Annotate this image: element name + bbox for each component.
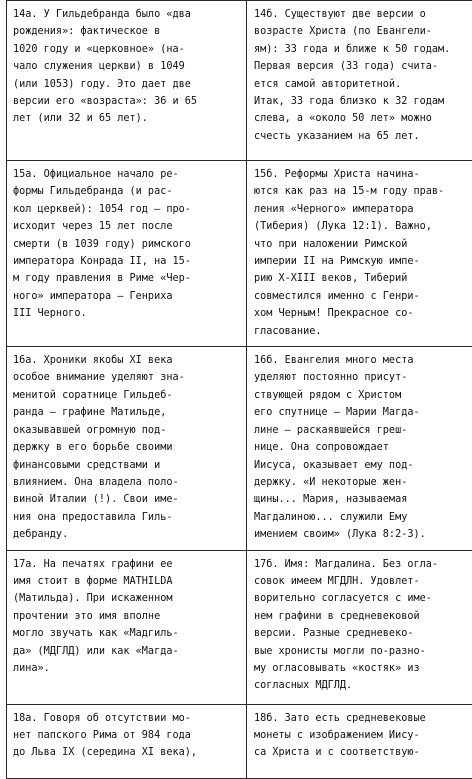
text-line: возрасте Христа (по Евангели-	[254, 23, 472, 40]
text-line: счесть указанием на 65 лет.	[254, 128, 472, 145]
table-row	[7, 1, 472, 161]
table-row	[7, 161, 472, 347]
text-line: 14б. Существуют две версии о	[254, 6, 472, 23]
text-line: 18а. Говоря об отсутствии мо-	[13, 710, 242, 727]
text-line: 16б. Евангелия много места	[254, 352, 472, 369]
text-line: лине – раскаявшейся греш-	[254, 422, 472, 439]
text-line: его спутнице – Марии Магда-	[254, 404, 472, 421]
text-line: менитой соратнице Гильдеб-	[13, 387, 242, 404]
text-line: 14а. У Гильдебранда было «два	[13, 6, 242, 23]
text-line: му огласовывать «костяк» из	[254, 660, 472, 677]
left-column-cell	[7, 550, 247, 704]
text-line: прочтении это имя вполне	[13, 608, 242, 625]
text-line: 17б. Имя: Магдалина. Без огла-	[254, 556, 472, 573]
text-line: что при наложении Римской	[254, 236, 472, 253]
text-line: 15б. Реформы Христа начина-	[254, 166, 472, 183]
right-column-cell	[247, 347, 472, 550]
text-line: ется самой авторитетной.	[254, 76, 472, 93]
text-line: виной Италии (!). Свои име-	[13, 491, 242, 508]
table-row	[7, 550, 472, 704]
text-line: 18б. Зато есть средневековые	[254, 710, 472, 727]
left-column-cell	[7, 1, 247, 161]
text-line: (Тиберия) (Лука 12:1). Важно,	[254, 218, 472, 235]
text-line: нице. Она сопровождает	[254, 439, 472, 456]
text-line: оказывавшей огромную под-	[13, 422, 242, 439]
text-line: ворительно согласуется с име-	[254, 590, 472, 607]
text-line: версии. Разные средневеко-	[254, 625, 472, 642]
text-line: (Матильда). При искаженном	[13, 590, 242, 607]
text-line: нет папского Рима от 984 года	[13, 727, 242, 744]
text-line: могло звучать как «Мадгиль-	[13, 625, 242, 642]
text-line: ного» императора – Генриха	[13, 288, 242, 305]
text-line: финансовыми средствами и	[13, 457, 242, 474]
text-line: Иисуса, оказывает ему под-	[254, 457, 472, 474]
text-line: совместился именно с Генри-	[254, 288, 472, 305]
text-line: уделяют постоянно присут-	[254, 369, 472, 386]
text-line: совок имеем МГДЛН. Удовлет-	[254, 573, 472, 590]
text-line: ления «Черного» императора	[254, 201, 472, 218]
text-line: кол церквей): 1054 год – про-	[13, 201, 242, 218]
text-line: держку. «И некоторые жен-	[254, 474, 472, 491]
text-line: слева, а «около 50 лет» можно	[254, 110, 472, 127]
text-line: гласование.	[254, 323, 472, 340]
text-line: нем графини в средневековой	[254, 608, 472, 625]
text-line: особое внимание уделяют зна-	[13, 369, 242, 386]
text-line: ям): 33 года и ближе к 50 годам.	[254, 41, 472, 58]
text-line: лет (или 32 и 65 лет).	[13, 110, 242, 127]
text-line: Итак, 33 года близко к 32 годам	[254, 93, 472, 110]
text-line: императора Конрада II, на 15-	[13, 253, 242, 270]
text-line: имя стоит в форме MATHILDA	[13, 573, 242, 590]
text-line: рию X-XIII веков, Тиберий	[254, 270, 472, 287]
text-line: са Христа и с соответствую-	[254, 744, 472, 761]
text-line: держку в его борьбе своими	[13, 439, 242, 456]
text-line: чало служения церкви) в 1049	[13, 58, 242, 75]
text-line: м году правления в Риме «Чер-	[13, 270, 242, 287]
right-column-cell	[247, 704, 472, 778]
text-line: 1020 году и «церковное» (на-	[13, 41, 242, 58]
text-line: Магдалиною... служили Ему	[254, 509, 472, 526]
text-line: вые хронисты могли по-разно-	[254, 643, 472, 660]
text-line: да» (МДГЛД) или как «Магда-	[13, 643, 242, 660]
text-line: Первая версия (33 года) счита-	[254, 58, 472, 75]
text-line: согласных МДГЛД.	[254, 677, 472, 694]
text-line: имением своим» (Лука 8:2-3).	[254, 526, 472, 543]
right-column-cell	[247, 161, 472, 347]
text-line: империи II на Римскую импе-	[254, 253, 472, 270]
text-line: III Черного.	[13, 305, 242, 322]
right-column-cell	[247, 1, 472, 161]
left-column-cell	[7, 347, 247, 550]
text-line: ются как раз на 15-м году прав-	[254, 183, 472, 200]
text-line: исходит через 15 лет после	[13, 218, 242, 235]
comparison-table	[6, 0, 472, 779]
text-line: (или 1053) году. Это дает две	[13, 76, 242, 93]
text-line: хом Черным! Прекрасное со-	[254, 305, 472, 322]
text-line: смерти (в 1039 году) римского	[13, 236, 242, 253]
text-line: 17а. На печатях графини ее	[13, 556, 242, 573]
text-line: лина».	[13, 660, 242, 677]
text-line: 16а. Хроники якобы XI века	[13, 352, 242, 369]
left-column-cell	[7, 704, 247, 778]
text-line: дебранду.	[13, 526, 242, 543]
text-line: влиянием. Она владела поло-	[13, 474, 242, 491]
text-line: монеты с изображением Иису-	[254, 727, 472, 744]
left-column-cell	[7, 161, 247, 347]
text-line: ранда – графине Матильде,	[13, 404, 242, 421]
right-column-cell	[247, 550, 472, 704]
text-line: версии его «возраста»: 36 и 65	[13, 93, 242, 110]
text-line: до Льва IX (середина XI века),	[13, 744, 242, 761]
table-row	[7, 347, 472, 550]
text-line: рождения»: фактическое в	[13, 23, 242, 40]
text-line: формы Гильдебранда (и рас-	[13, 183, 242, 200]
text-line: ния она предоставила Гиль-	[13, 509, 242, 526]
text-line: щины... Мария, называемая	[254, 491, 472, 508]
text-line: ствующей рядом с Христом	[254, 387, 472, 404]
table-row	[7, 704, 472, 778]
text-line: 15а. Официальное начало ре-	[13, 166, 242, 183]
